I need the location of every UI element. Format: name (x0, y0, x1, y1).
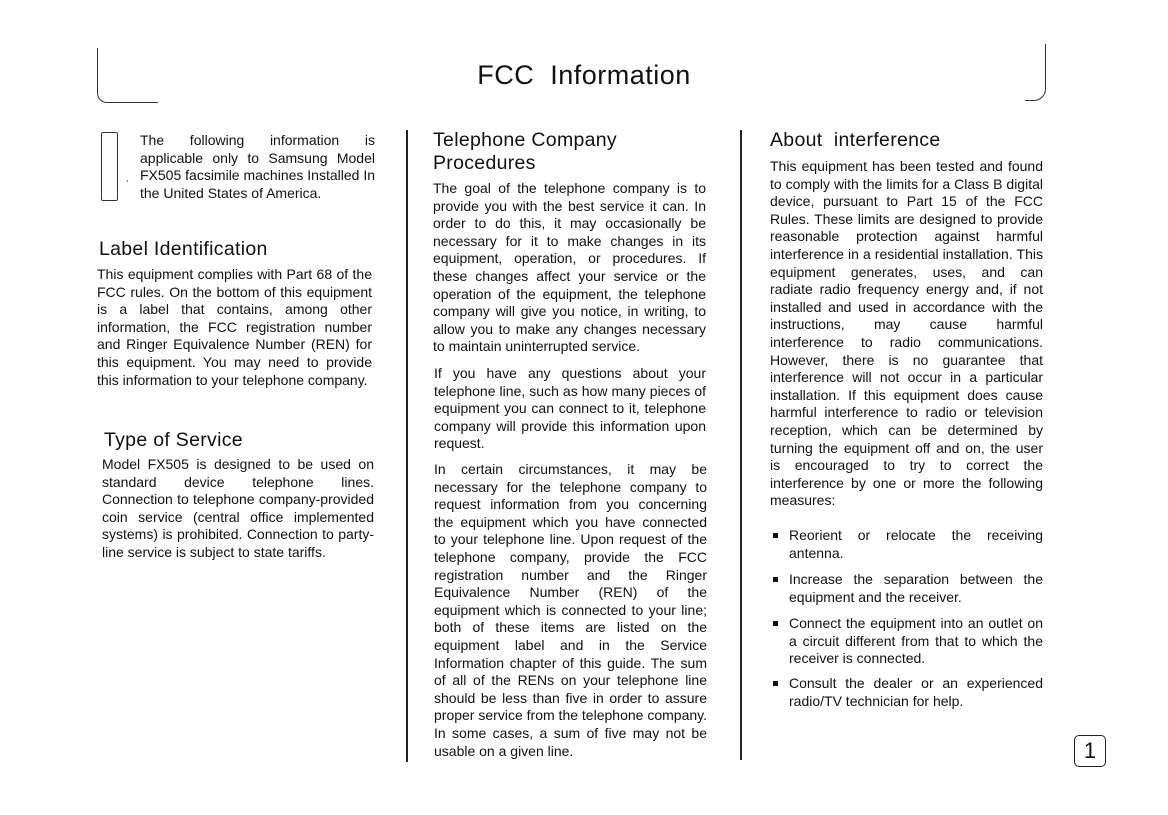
measure-text: Consult the dealer or an experienced radio/TV technician for help. (789, 675, 1043, 709)
bullet-square-icon (773, 533, 778, 538)
list-item (772, 615, 1043, 668)
bullet-square-icon (773, 621, 778, 626)
measure-text: Reorient or relocate the receiving antenna. (789, 527, 1043, 561)
measure-text: Connect the equipment into an outlet on a circuit different from that to which the receiver is connected. (789, 615, 1043, 666)
note-mark: , (126, 173, 129, 183)
list-item (772, 571, 1043, 606)
label-identification-heading: Label Identification (99, 238, 268, 260)
about-interference-body: This equipment has been tested and found to comply with the limits for a Class B digital device, pursuant to Part 15 of the FCC Rules. These limits are designed to provide reasonable protection against harmful interference in a residential installation. This equipment generates, uses, and can radiate radio frequency energy and, if not installed and used in accordance with the instructions, may cause harmful interference to radio communications. However, there is no guarantee that interference will not occur in a particular installation. If this equipment does cause harmful interference to radio or television reception, which can be determined by turning the equipment off and on, the user is encouraged to try to correct the interference by one or more the following measures: (770, 158, 1043, 509)
column-divider (406, 130, 408, 762)
procedures-paragraph: If you have any questions about your telephone line, such as how many pieces of equipment you can connect to it, telephone company will provide this information upon request. (434, 365, 706, 452)
label-identification-body: This equipment complies with Part 68 of the FCC rules. On the bottom of this equipment is a label that contains, among other information, the FCC registration number and Ringer Equivalence Number (REN) for this equipment. You may need to provide this information to your telephone company. (97, 266, 372, 388)
procedures-paragraph: In certain circumstances, it may be necessary for the telephone company to request information from you concerning the equipment which you have connected to your telephone line. Upon request of the telephone company, provide the FCC registration number and the Ringer Equivalence Number (REN) of the equipment which is connected to your line; both of these items are listed on the equipment label and in the Service Information chapter of this guide. The sum of all of the RENs on your telephone line should be less than five in order to assure proper service from the telephone company. In some cases, a sum of five may not be usable on a given line. (434, 461, 707, 759)
about-interference-heading: About interference (770, 129, 941, 151)
column-divider (740, 130, 742, 760)
bullet-square-icon (773, 681, 778, 686)
list-item (772, 527, 1043, 562)
type-of-service-body: Model FX505 is designed to be used on standard device telephone lines. Connection to telephone company-provided coin service (central office implemented systems) is prohibited. Connection to party-line service is subject to state tariffs. (102, 456, 374, 560)
procedures-paragraph: The goal of the telephone company is to provide you with the best service it can. In order to do this, it may occasionally be necessary for it to make changes in its equipment, operation, or procedures. If these changes affect your service or the operation of the equipment, the telephone company will give you notice, in writing, to allow you to make any changes necessary to maintain uninterrupted service. (433, 180, 706, 355)
note-bracket-icon (101, 132, 118, 201)
type-of-service-heading: Type of Service (104, 429, 243, 451)
intro-note: The following information is applicable only to Samsung Model FX505 facsimile machines Installed In the United States of America. (140, 132, 375, 201)
list-item (772, 675, 1043, 710)
page-title: FCC Information (477, 60, 691, 90)
page-number: 1 (1074, 735, 1106, 767)
measure-text: Increase the separation between the equipment and the receiver. (789, 571, 1043, 605)
telephone-company-procedures-heading: Telephone Company Procedures (433, 129, 617, 174)
bullet-square-icon (773, 577, 778, 582)
